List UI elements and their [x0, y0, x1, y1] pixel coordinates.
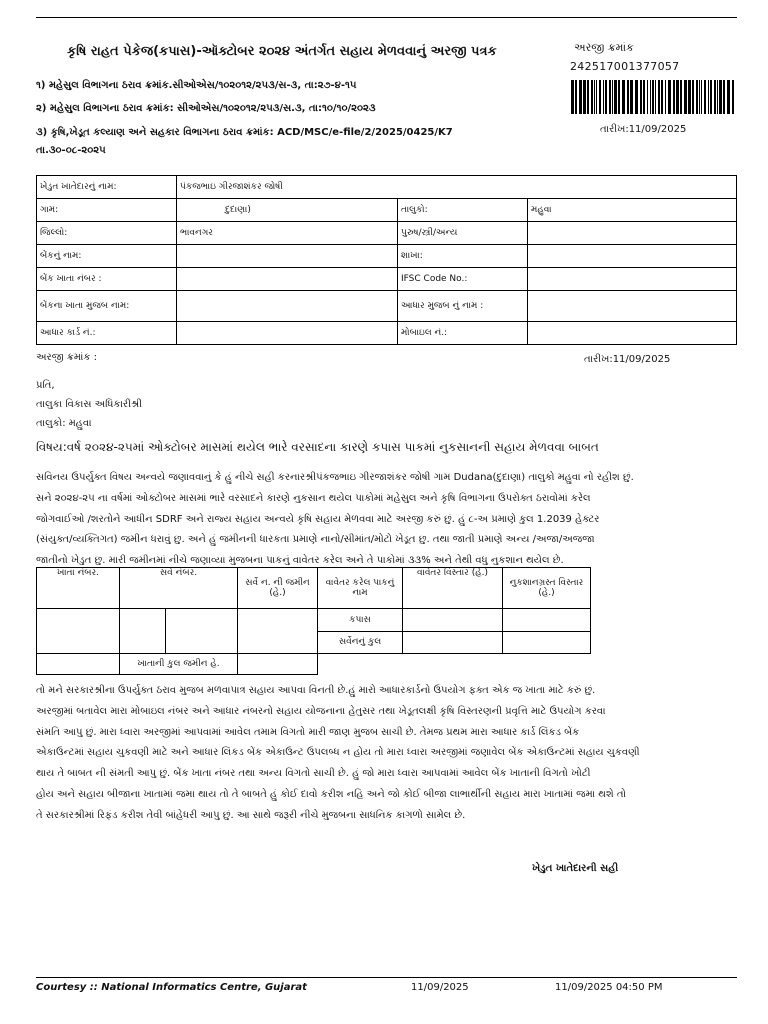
table-row	[37, 291, 737, 322]
barcode-bar	[652, 80, 654, 114]
bank-name-value	[177, 245, 398, 268]
crop-name: કપાસ	[318, 609, 403, 632]
name-aadhaar-value	[528, 291, 737, 322]
cell-total-blank	[37, 654, 120, 675]
branch-value	[528, 245, 737, 268]
barcode-bar	[571, 80, 574, 114]
paragraph-line: થાય તે બાબત ની સંમતી આપુ છું. બેંક ખાતા નંબર તથા અન્ય વિગતો સાચી છે. હું જો મારા ધ્વારા આપવામાં આવેલ બેંક ખાતાની વિગતો ખોટી	[36, 768, 591, 780]
table-row	[37, 654, 591, 675]
table-row	[37, 245, 737, 268]
cell-empty-1	[318, 654, 403, 675]
cell-account-total	[238, 654, 318, 675]
mid-application-label: અરજી ક્રમાંક :	[36, 352, 97, 363]
barcode-bar	[643, 80, 645, 114]
gr-line-3: ૩) કૃષિ,ખેડૂત કલ્યાણ અને સહકાર વિભાગના ઠરાવ ક્રમાંક: ACD/MSC/e-file/2/2025/0425/K7	[36, 127, 453, 138]
cell-sown-area	[403, 609, 503, 632]
village-label: ગામ:	[37, 199, 177, 222]
page-title: કૃષિ રાહત પેકેજ(કપાસ)-ઑક્ટોબર ૨૦૨૪ અંતર્ગત સહાય મેળવવાનું અરજી પત્રક	[67, 44, 497, 59]
paragraph-line: એકાઉન્ટમાં સહાય ચુકવણી માટે અને આધાર લિંકડ બેંક એકાઉન્ટ ઉપલબ્ધ ન હોય તો મારા ધ્વારા અરજીમાં જણાવેલ બેંક એકાઉન્ટમાં સહાય ચુકવણી	[36, 747, 640, 759]
cell-survey-total-damaged	[503, 631, 591, 654]
ifsc-value	[528, 268, 737, 291]
paragraph-line: તો મને સરકારશ્રીના ઉપર્યુક્ત ઠરાવ મુજબ મળવાપાત્ર સહાય આપવા વિનતી છે.હું મારો આધારકાર્ડનો ઉપયોગ ફક્ત એક જ ખાતા માટે કરું છું.	[36, 685, 596, 696]
barcode-bar	[587, 80, 589, 114]
application-number: 242517001377057	[570, 60, 680, 73]
barcode-bar	[618, 80, 620, 114]
mobile-value	[528, 322, 737, 345]
barcode-bar	[650, 80, 651, 114]
barcode-bar	[688, 80, 691, 114]
paragraph-line: તે સરકારશ્રીમાં રિફંડ કરીશ તેવી બાંહેધરી આપુ છું. આ સાથે જરૂરી નીચે મુજબના સાધનિક કાગળો સામેલ છે.	[36, 809, 466, 821]
paragraph-line: સંમતિ આપુ છું. મારા ધ્વારા અરજીમાં આપવામાં આવેલ તમામ વિગતો મારી જાણ મુજબ સાચી છે. તેમજ પ્રથમ મારા આધાર કાર્ડ લિંકડ બેંક	[36, 726, 580, 738]
cell-survey-a	[120, 609, 166, 654]
barcode-bar	[704, 80, 706, 114]
gender-label: પુરુષ/સ્ત્રી/અન્ય	[398, 222, 528, 245]
table-row	[37, 609, 591, 632]
paragraph-1	[36, 468, 740, 572]
col-header-crop: વાવેતર કરેલ પાકનું નામ	[318, 568, 403, 609]
barcode-bar	[599, 80, 601, 114]
farmer-info-table	[36, 175, 737, 345]
district-label: જિલ્લો:	[37, 222, 177, 245]
barcode-bar	[655, 80, 656, 114]
barcode-bar	[714, 80, 716, 114]
barcode-bar	[673, 80, 675, 114]
barcode-bar	[696, 80, 698, 114]
aadhaar-value	[177, 322, 398, 345]
barcode-bar	[710, 80, 712, 114]
name-bank-value	[177, 291, 398, 322]
address-line-1: પ્રતિ,	[36, 380, 55, 391]
barcode-bar	[591, 80, 593, 114]
barcode-bar	[605, 80, 607, 114]
footer-rule	[36, 977, 737, 978]
footer-date: 11/09/2025	[411, 982, 469, 993]
survey-total-label: સર્વેનનું કુલ	[318, 631, 403, 654]
cell-account	[37, 609, 120, 654]
barcode-bar	[575, 80, 577, 114]
barcode-bar	[717, 80, 718, 114]
application-date: તારીખ:11/09/2025	[600, 124, 687, 135]
account-label: બેંક ખાતા નંબર :	[37, 268, 177, 291]
farmer-name-label: ખેડુત ખાતેદારનું નામ:	[37, 176, 177, 199]
name-bank-label: બેંકના ખાતા મુજબ નામ:	[37, 291, 177, 322]
table-row	[37, 322, 737, 345]
barcode-bar	[627, 80, 629, 114]
gender-value	[528, 222, 737, 245]
bank-name-label: બેંકનું નામ:	[37, 245, 177, 268]
col-header-account: ખાતા નંબર.	[37, 568, 120, 609]
address-line-2: તાલુકા વિકાસ અધિકારીશ્રી	[36, 399, 142, 410]
barcode-bar	[579, 80, 582, 114]
barcode-bar	[692, 80, 694, 114]
account-value	[177, 268, 398, 291]
col-header-survey-land: સર્વે ન. ની જમીન (હે.)	[238, 568, 318, 609]
barcode-bar	[723, 80, 725, 114]
barcode-bar	[680, 80, 682, 114]
barcode-bar	[630, 80, 633, 114]
paragraph-line: સને ૨૦૨૪-૨૫ ના વર્ષમાં ઓક્ટોબર માસમાં ભારે વરસાદને કારણે નુકસાન થયેલ પાકોમાં મહેસુલ અને કૃષિ વિભાગના ઉપરોક્ત ઠરાવોમાં કરેલ	[36, 492, 591, 504]
barcode	[571, 80, 736, 114]
barcode-bar	[609, 80, 611, 114]
aadhaar-label: આધાર કાર્ડ નં.:	[37, 322, 177, 345]
barcode-bar	[614, 80, 617, 114]
barcode-bar	[622, 80, 625, 114]
barcode-bar	[719, 80, 722, 114]
barcode-bar	[594, 80, 595, 114]
paragraph-line: (સંયુક્ત/વ્યક્તિગત) જમીન ધરાવું છુ. અને હું જમીનની ધારકતા પ્રમાણે નાનો/સીમાંત/મોટો ખેડૂત છુ. તથા જાતી પ્રમાણે અન્ય /અજા/અજજા	[36, 534, 595, 546]
land-table	[36, 567, 591, 675]
cell-empty-3	[503, 654, 591, 675]
cell-survey-b	[166, 609, 238, 654]
barcode-bar	[596, 80, 597, 114]
barcode-bar	[701, 80, 702, 114]
gr-line-2: ૨) મહેસુલ વિભાગના ઠરાવ ક્રમાંક: સીઓએસ/૧૦૨૦૧૨/૨૫૩/સ.૩, તા:૧૦/૧૦/૨૦૨૩	[36, 103, 376, 114]
paragraph-line: હોય અને સહાય બીજાના ખાતામાં જમા થાય તો તે બાબતે હું કોઈ દાવો કરીશ નહિ અને જો કોઈ બીજા લાભાર્થીની સહાય મારા ખાતામાં જમા થશે તો	[36, 788, 626, 800]
barcode-bar	[668, 80, 671, 114]
barcode-bar	[583, 80, 586, 114]
application-label: અરજી ક્રમાંક	[574, 41, 634, 54]
barcode-bar	[661, 80, 663, 114]
barcode-bar	[665, 80, 666, 114]
mobile-label: મોબાઇલ નં.:	[398, 322, 528, 345]
cell-damaged-area	[503, 609, 591, 632]
barcode-bar	[635, 80, 638, 114]
col-header-sown-area: વાવેતર વિસ્તાર (હે.)	[403, 568, 503, 609]
district-value: ભાવનગર	[177, 222, 398, 245]
top-rule	[36, 17, 737, 18]
col-header-damaged-area: નુકશાનગ્રસ્ત વિસ્તાર (હે.)	[503, 568, 591, 609]
table-row	[37, 199, 737, 222]
barcode-bar	[699, 80, 700, 114]
name-aadhaar-label: આધાર મુજબ નું નામ :	[398, 291, 528, 322]
barcode-bar	[640, 80, 642, 114]
paragraph-line: જોગવાઈઓ /શરતોને આધીન SDRF અને રાજ્ય સહાય અન્વયે કૃષિ સહાય મેળવવા માટે અરજી કરું છું. હું ૮-અ પ્રમાણે કુલ 1.2039 હેક્ટર	[36, 513, 600, 525]
address-line-3: તાલુકો: મહુવા	[36, 418, 92, 429]
table-row	[37, 222, 737, 245]
col-header-survey: સર્વે નંબર.	[120, 568, 238, 609]
subject-line: વિષય:વર્ષ ૨૦૨૪-૨૫માં ઓક્ટોબર માસમાં થયેલ ભારે વરસાદના કારણે કપાસ પાકમાં નુકસાનની સહાય મેળવવા બાબત	[36, 440, 599, 454]
barcode-bar	[612, 80, 613, 114]
footer-datetime: 11/09/2025 04:50 PM	[555, 982, 663, 993]
barcode-bar	[727, 80, 730, 114]
mid-date: તારીખ:11/09/2025	[584, 354, 671, 365]
account-total-label: ખાતાની કુલ જમીન હે.	[120, 654, 238, 675]
paragraph-line: જાતીનો ખેડુત છુ. મારી જમીનમાં નીચે જણાવ્યા મુજબના પાકનું વાવેતર કરેલ અને તે પાકોમાં ૩૩% અને તેથી વધુ નુકશાન થયેલ છે.	[36, 555, 564, 567]
gr-line-1: ૧) મહેસુલ વિભાગના ઠરાવ ક્રમાંક.સીઓએસ/૧૦૨૦૧૨/૨૫૩/સ-૩, તા:૨૭-૪-૧૫	[36, 80, 357, 91]
barcode-bar	[708, 80, 709, 114]
paragraph-2	[36, 681, 740, 827]
gr-line-4: તા.૩૦-૦૮-૨૦૨૫	[36, 145, 106, 156]
taluka-value: મહુવા	[528, 199, 737, 222]
barcode-bar	[658, 80, 660, 114]
barcode-bar	[732, 80, 734, 114]
cell-survey-total-sown	[403, 631, 503, 654]
village-value: દુદાણા)	[177, 199, 398, 222]
taluka-label: તાલુકો:	[398, 199, 528, 222]
cell-survey-land	[238, 609, 318, 654]
table-row	[37, 268, 737, 291]
barcode-bar	[684, 80, 687, 114]
paragraph-line: સવિનય ઉપર્યુક્ત વિષય અન્વયે જણાવવાનું કે હું નીચે સહી કરનારશ્રીપંકજભાઇ ગીરજાશંકર જોષી ગામ Dudana(દુદાણા) તાલુકો મહુવા નો રહીશ છું.	[36, 472, 634, 483]
farmer-name-value: પંકજભાઇ ગીરજાશંકર જોષી	[177, 176, 737, 199]
farmer-signature-label: ખેડુત ખાતેદારની સહી	[532, 863, 619, 874]
table-row	[37, 176, 737, 199]
paragraph-line: અરજીમાં બતાવેલ મારા મોબાઇલ નંબર અને આધાર નંબરનો સહાય યોજનાના હેતુસર તથા ખેડૂતલક્ષી કૃષિ વિસ્તરણની પ્રવૃત્તિ માટે ઉપયોગ કરવા	[36, 705, 606, 717]
barcode-bar	[647, 80, 648, 114]
ifsc-label: IFSC Code No.:	[398, 268, 528, 291]
footer-courtesy: Courtesy :: National Informatics Centre, Gujarat	[36, 982, 307, 993]
table-header-row	[37, 568, 591, 609]
branch-label: શાખા:	[398, 245, 528, 268]
barcode-bar	[676, 80, 679, 114]
barcode-bar	[603, 80, 604, 114]
cell-empty-2	[403, 654, 503, 675]
